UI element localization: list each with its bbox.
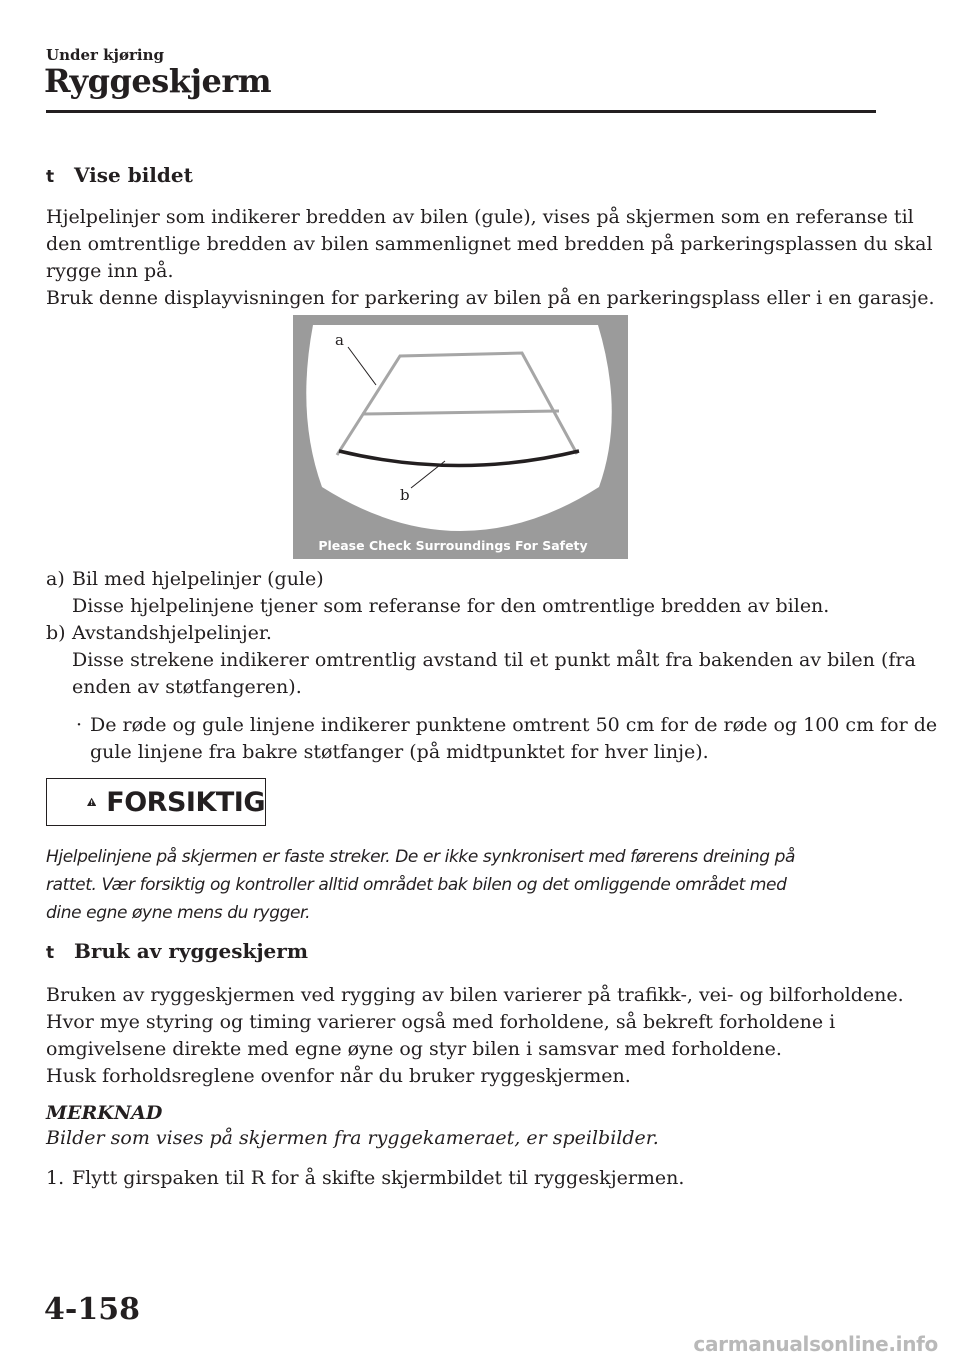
legend-desc-b-line2: enden av støtfangeren). (72, 676, 302, 698)
section-heading-text: Vise bildet (74, 163, 193, 187)
legend-desc-a: Disse hjelpelinjene tjener som referanse for den omtrentlige bredden av bilen. (72, 595, 830, 617)
sub-bullet-text: De røde og gule linjene indikerer punktene omtrent 50 cm for de røde og 100 cm for de (90, 714, 938, 736)
section-heading-bruk (46, 939, 308, 963)
paragraph-line: Bruk denne displayvisningen for parkering av bilen på en parkeringsplass eller i en garasje. (46, 287, 935, 309)
safety-banner-text: Please Check Surroundings For Safety (318, 538, 588, 553)
chapter-label: Under kjøring (46, 46, 164, 64)
note-text: Bilder som vises på skjermen fra ryggekameraet, er speilbilder. (46, 1127, 659, 1149)
section2-paragraph (46, 982, 904, 1090)
caution-line: rattet. Vær forsiktig og kontroller alltid området bak bilen og det omliggende området med (46, 875, 787, 895)
page-number: 4-158 (44, 1292, 140, 1327)
paragraph-line: Hvor mye styring og timing varierer også med forholdene, så bekreft forholdene i (46, 1011, 836, 1033)
rearview-screen-illustration (293, 315, 628, 559)
paragraph-line: Bruken av ryggeskjermen ved rygging av bilen varierer på trafikk-, vei- og bilforholdene. (46, 984, 904, 1006)
warning-triangle-icon (87, 787, 96, 817)
legend-marker: b) (46, 622, 66, 644)
callout-label-a: a (335, 331, 344, 349)
section1-paragraph (46, 204, 935, 312)
callout-label-b: b (400, 486, 410, 504)
paragraph-line: omgivelsene direkte med egne øyne og styr bilen i samsvar med forholdene. (46, 1038, 782, 1060)
section-bullet-icon: t (46, 943, 55, 963)
caution-text (46, 843, 795, 927)
caution-line: dine egne øyne mens du rygger. (46, 903, 311, 923)
legend-title: Bil med hjelpelinjer (gule) (72, 568, 324, 590)
legend-desc-b-line1: Disse strekene indikerer omtrentlig avstand til et punkt målt fra bakenden av bilen (fra (72, 649, 916, 671)
legend-marker: a) (46, 568, 65, 590)
paragraph-line: den omtrentlige bredden av bilen sammenlignet med bredden på parkeringsplassen du skal (46, 233, 933, 255)
title-rule (46, 110, 876, 113)
sub-bullet-item (76, 712, 937, 739)
sub-bullet-dot: · (76, 714, 83, 736)
paragraph-line: rygge inn på. (46, 260, 174, 282)
page-title: Ryggeskjerm (44, 62, 272, 100)
paragraph-line: Husk forholdsreglene ovenfor når du bruker ryggeskjermen. (46, 1065, 631, 1087)
legend-item-a (46, 566, 324, 593)
rearview-screen-figure (293, 315, 628, 559)
caution-box (46, 778, 266, 826)
paragraph-line: Hjelpelinjer som indikerer bredden av bilen (gule), vises på skjermen som en referanse til (46, 206, 914, 228)
section-heading-vise-bildet (46, 163, 193, 187)
section-bullet-icon: t (46, 167, 55, 187)
legend-item-b (46, 620, 272, 647)
section-heading-text: Bruk av ryggeskjerm (74, 939, 308, 963)
sub-bullet-line2: gule linjene fra bakre støtfanger (på midtpunktet for hver linje). (90, 741, 709, 763)
legend-title: Avstandshjelpelinjer. (72, 622, 272, 644)
step-item (46, 1167, 684, 1189)
caution-label: FORSIKTIG (106, 786, 265, 818)
watermark: carmanualsonline.info (693, 1332, 938, 1356)
note-title: MERKNAD (46, 1102, 163, 1124)
step-text: Flytt girspaken til R for å skifte skjermbildet til ryggeskjermen. (72, 1167, 685, 1189)
step-number: 1. (46, 1167, 65, 1189)
caution-line: Hjelpelinjene på skjermen er faste streker. De er ikke synkronisert med førerens dreining på (46, 847, 796, 867)
